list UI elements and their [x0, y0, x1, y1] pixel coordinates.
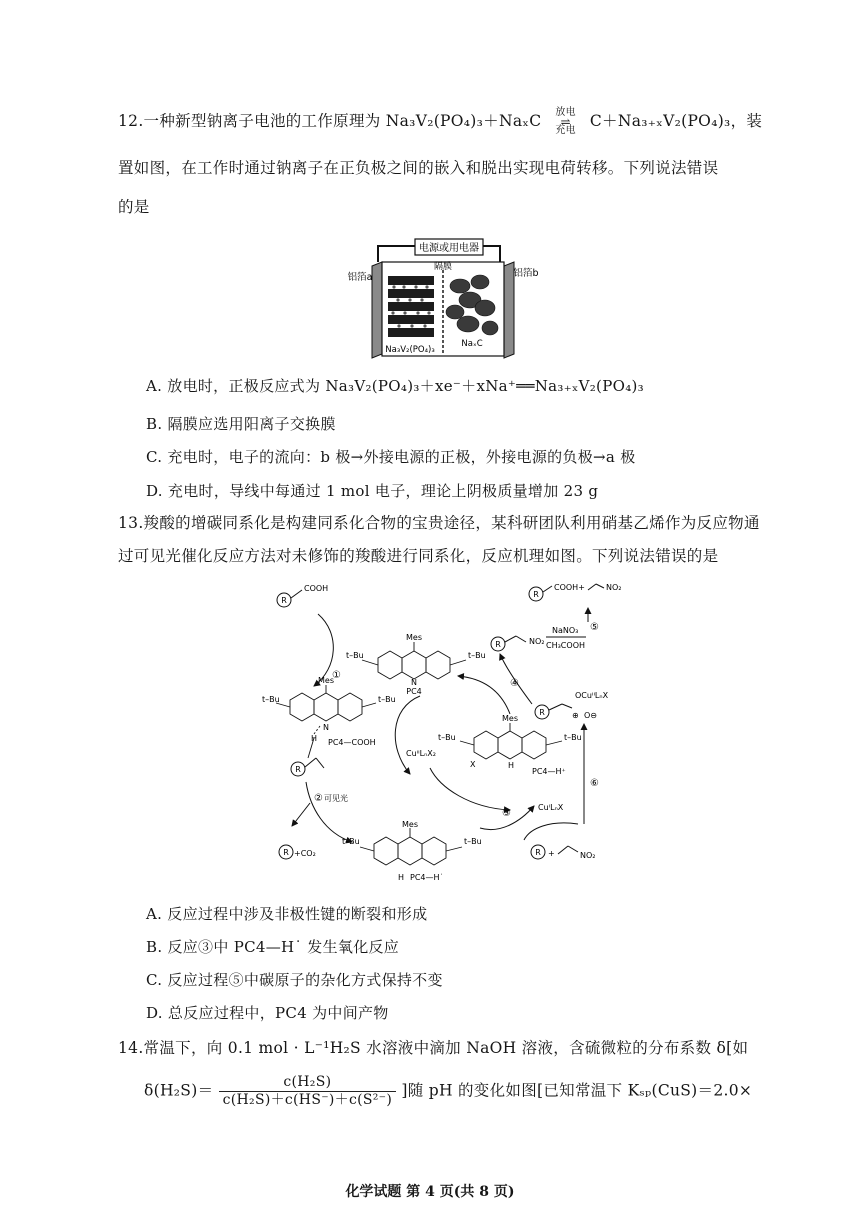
- pc4-label: PC4: [406, 687, 422, 696]
- pc4-h-radical-label: PC4—H˙: [410, 873, 444, 882]
- q12-option-a: A. 放电时，正极反应式为 Na₃V₂(PO₄)₃＋xe⁻＋xNa⁺══Na₃₊ₓV₂(PO₄)₃: [146, 377, 644, 395]
- svg-text:X: X: [470, 760, 476, 769]
- cu-nitronate-intermediate: [535, 691, 609, 720]
- svg-text:+: +: [548, 849, 555, 858]
- svg-text:R: R: [295, 765, 301, 774]
- svg-text:H: H: [398, 873, 405, 882]
- q13-option-b: B. 反应③中 PC4—H˙ 发生氧化反应: [146, 938, 400, 956]
- q12-stem-prefix: 12.一种新型钠离子电池的工作原理为: [118, 112, 386, 130]
- q14-fraction-numerator: c(H₂S): [219, 1074, 397, 1092]
- q12-arrow-discharge: 放电: [555, 107, 576, 118]
- acetic-acid-reagent: CH₃COOH: [546, 641, 586, 650]
- svg-text:H: H: [508, 761, 515, 770]
- arrow-icon: ⇌: [560, 115, 571, 129]
- svg-text:R: R: [533, 590, 539, 599]
- q12-reaction-arrow: [547, 108, 585, 136]
- carbon-anode-particles: [446, 275, 498, 335]
- r-carboxyl-bound: [291, 758, 324, 776]
- svg-text:t–Bu: t–Bu: [378, 695, 396, 704]
- svg-text:COOH+: COOH+: [554, 583, 585, 592]
- r-nitroalkyl-intermediate: [491, 636, 545, 651]
- svg-text:R: R: [281, 596, 287, 605]
- svg-text:O⊖: O⊖: [584, 711, 597, 720]
- svg-text:t–Bu: t–Bu: [346, 651, 364, 660]
- cathode-material-label: Na₃V₂(PO₄)₃: [385, 345, 435, 355]
- q14-stem-line1: 14.常温下，向 0.1 mol · L⁻¹H₂S 水溶液中滴加 NaOH 溶液，含硫微粒的分布系数 δ[如: [118, 1039, 749, 1057]
- svg-text:NO₂: NO₂: [529, 637, 545, 646]
- svg-text:Mes: Mes: [406, 633, 422, 642]
- svg-text:t–Bu: t–Bu: [464, 837, 482, 846]
- q12-stem-line3: 的是: [118, 198, 150, 216]
- q13-option-c: C. 反应过程⑤中碳原子的杂化方式保持不变: [146, 971, 443, 989]
- q14-stem-line2: [144, 1074, 752, 1109]
- pc4-structure: [362, 642, 466, 679]
- pc4-cooh-label: PC4—COOH: [328, 738, 376, 747]
- step-2-label: ②: [314, 793, 323, 804]
- pc4-h-plus-label: PC4—H⁺: [532, 767, 566, 776]
- svg-text:t–Bu: t–Bu: [564, 733, 582, 742]
- q14-fraction-denominator: c(H₂S)＋c(HS⁻)＋c(S²⁻): [222, 1092, 393, 1108]
- cu2-complex-label: CuᴵᴵLₙX₂: [406, 749, 436, 758]
- left-foil-label: 铝箔a: [347, 272, 373, 283]
- final-products: [529, 583, 622, 601]
- q13-stem-line2: 过可见光催化反应方法对未修饰的羧酸进行同系化，反应机理如图。下列说法错误的是: [118, 547, 719, 565]
- r-plus-nitroethylene: [531, 845, 596, 860]
- q12-option-d: D. 充电时，导线中每通过 1 mol 电子，理论上阴极质量增加 23 g: [146, 482, 599, 500]
- step-3-label: ③: [502, 808, 511, 819]
- cu1-complex-label: CuᴵLₙX: [538, 803, 564, 812]
- q12-stem-line1: [118, 108, 762, 136]
- pc4-cooh-complex: [276, 685, 376, 758]
- q12-stem-line2: 置如图，在工作时通过钠离子在正负极之间的嵌入和脱出实现电荷转移。下列说法错误: [118, 159, 719, 177]
- cathode-layers: [388, 276, 434, 337]
- svg-text:N: N: [323, 723, 329, 732]
- svg-text:Mes: Mes: [502, 714, 518, 723]
- battery-diagram: [330, 236, 540, 364]
- q13-option-d: D. 总反应过程中，PC4 为中间产物: [146, 1004, 389, 1022]
- svg-text:t–Bu: t–Bu: [262, 695, 280, 704]
- q12-option-b: B. 隔膜应选用阳离子交换膜: [146, 415, 336, 433]
- nano3-reagent: NaNO₃: [552, 626, 579, 635]
- svg-text:NO₂: NO₂: [606, 583, 622, 592]
- svg-text:Mes: Mes: [402, 820, 418, 829]
- separator-label: 隔膜: [433, 262, 453, 272]
- q14-delta-lhs: δ(H₂S)＝: [144, 1081, 214, 1100]
- left-aluminum-foil: [372, 262, 382, 358]
- svg-text:R: R: [535, 848, 541, 857]
- svg-text:t–Bu: t–Bu: [438, 733, 456, 742]
- svg-text:t–Bu: t–Bu: [468, 651, 486, 660]
- pc4-h-plus: [460, 723, 562, 759]
- power-source-label: 电源或用电器: [419, 243, 479, 254]
- svg-text:R: R: [495, 640, 501, 649]
- anode-material-label: NaₓC: [461, 339, 483, 349]
- svg-text:H: H: [310, 734, 318, 743]
- svg-text:t–Bu: t–Bu: [342, 837, 360, 846]
- step-4-label: ④: [510, 678, 519, 689]
- svg-text:+CO₂: +CO₂: [294, 849, 316, 858]
- r-cooh-reactant: [277, 584, 328, 607]
- svg-text:R: R: [283, 848, 289, 857]
- svg-text:Mes: Mes: [318, 676, 334, 685]
- svg-text:NO₂: NO₂: [580, 851, 596, 860]
- svg-text:⊕: ⊕: [572, 711, 579, 720]
- q12-option-c: C. 充电时，电子的流向：b 极→外接电源的正极，外接电源的负极→a 极: [146, 448, 636, 466]
- q14-distribution-fraction: [219, 1074, 397, 1109]
- svg-text:N: N: [411, 678, 417, 687]
- q13-stem-line1: 13.羧酸的增碳同系化是构建同系化合物的宝贵途径，某科研团队利用硝基乙烯作为反应物通: [118, 514, 760, 532]
- step-6-label: ⑥: [590, 778, 599, 789]
- q12-arrow-charge: 充电: [555, 125, 576, 136]
- q14-stem-line2-tail: ]随 pH 的变化如图[已知常温下 Kₛₚ(CuS)＝2.0×: [401, 1081, 753, 1100]
- svg-text:R: R: [539, 708, 545, 717]
- right-foil-label: 铝箔b: [513, 268, 539, 279]
- step-1-label: ①: [332, 670, 341, 681]
- visible-light-label: 可见光: [324, 794, 348, 803]
- svg-text:OCuᴵᴵLₙX: OCuᴵᴵLₙX: [575, 691, 609, 700]
- svg-text:COOH: COOH: [304, 584, 329, 593]
- q13-option-a: A. 反应过程中涉及非极性键的断裂和形成: [146, 905, 428, 923]
- reaction-mechanism-diagram: [262, 578, 630, 884]
- q12-formula-left: Na₃V₂(PO₄)₃＋NaₓC: [385, 112, 542, 130]
- pc4-h-radical: [360, 828, 462, 865]
- step-5-label: ⑤: [590, 622, 599, 633]
- r-radical-co2: [279, 845, 316, 859]
- page-footer: 化学试题 第 4 页(共 8 页): [345, 1184, 515, 1200]
- q12-formula-right: C＋Na₃₊ₓV₂(PO₄)₃，装: [589, 112, 763, 130]
